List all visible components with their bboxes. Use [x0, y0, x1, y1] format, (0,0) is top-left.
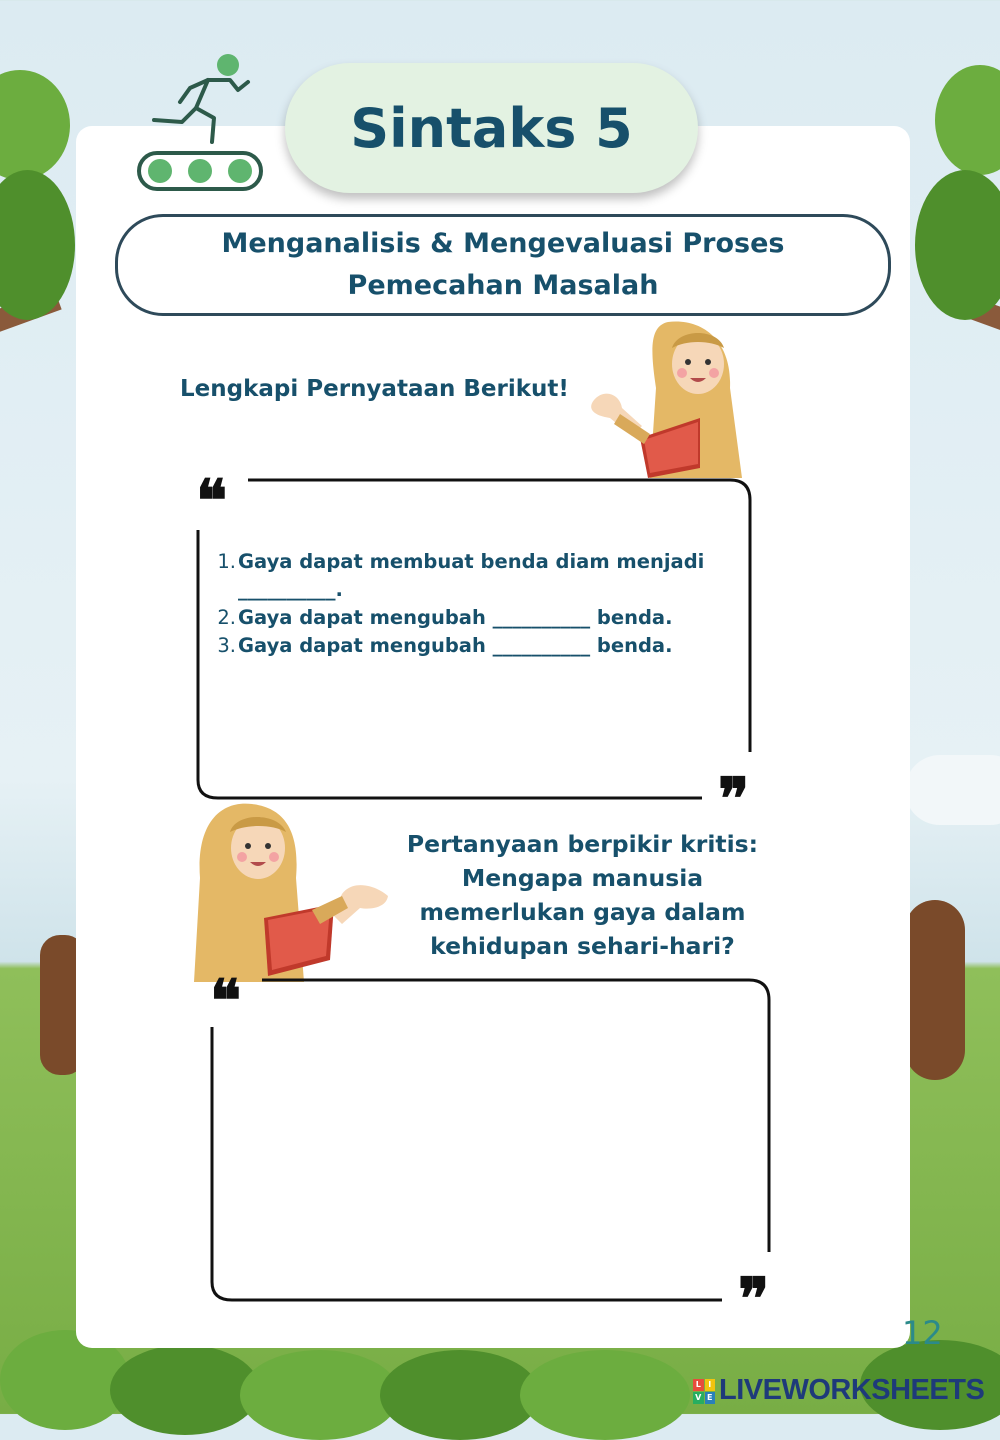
instruction-text: Lengkapi Pernyataan Berikut!: [180, 376, 569, 402]
list-item-text: Gaya dapat membuat benda diam menjadi __________.: [238, 550, 705, 601]
tree-foliage: [0, 70, 70, 180]
open-quote-icon: ❝: [210, 967, 242, 1035]
liveworksheets-logo-icon: [693, 1379, 715, 1403]
cloud: [905, 755, 1000, 825]
subtitle: Menganalisis & Mengevaluasi Proses Pemecahan Masalah: [221, 228, 785, 301]
logo-letter: L: [693, 1379, 704, 1391]
bush: [110, 1345, 260, 1435]
subtitle-box: [115, 214, 891, 316]
close-quote-icon: ❞: [718, 765, 750, 833]
bush: [240, 1350, 400, 1440]
girl-reading-illustration: [192, 800, 392, 985]
list-item: [208, 604, 748, 632]
title-pill: [285, 63, 698, 193]
logo-letter: E: [705, 1392, 716, 1404]
tree-foliage: [0, 170, 75, 320]
tree-foliage: [935, 65, 1000, 175]
bush: [380, 1350, 540, 1440]
watermark-text: LIVEWORKSHEETS: [719, 1374, 985, 1406]
list-item-text: Gaya dapat mengubah __________ benda.: [238, 634, 673, 657]
bush: [520, 1350, 690, 1440]
answer-area[interactable]: [222, 1030, 752, 1290]
girl-reading-illustration: [580, 318, 760, 483]
close-quote-icon: ❞: [738, 1265, 770, 1333]
list-item-number: 1.: [217, 550, 236, 573]
tree-foliage: [915, 170, 1000, 320]
list-item-number: 2.: [217, 606, 236, 629]
critical-thinking-question: Pertanyaan berpikir kritis: Mengapa manusia memerlukan gaya dalam kehidupan sehari-hari?: [406, 830, 759, 960]
list-item: [208, 548, 748, 604]
list-item: [208, 632, 748, 660]
logo-letter: I: [705, 1379, 716, 1391]
page-title: Sintaks 5: [350, 96, 633, 160]
liveworksheets-watermark: [693, 1374, 984, 1407]
hair-silhouette: [905, 900, 965, 1080]
open-quote-icon: ❝: [196, 467, 228, 535]
runner-treadmill-icon: [130, 50, 270, 195]
list-item-number: 3.: [217, 634, 236, 657]
statements-list: [208, 548, 748, 660]
list-item-text: Gaya dapat mengubah __________ benda.: [238, 606, 673, 629]
page-number: 12: [902, 1314, 943, 1352]
logo-letter: V: [693, 1392, 704, 1404]
